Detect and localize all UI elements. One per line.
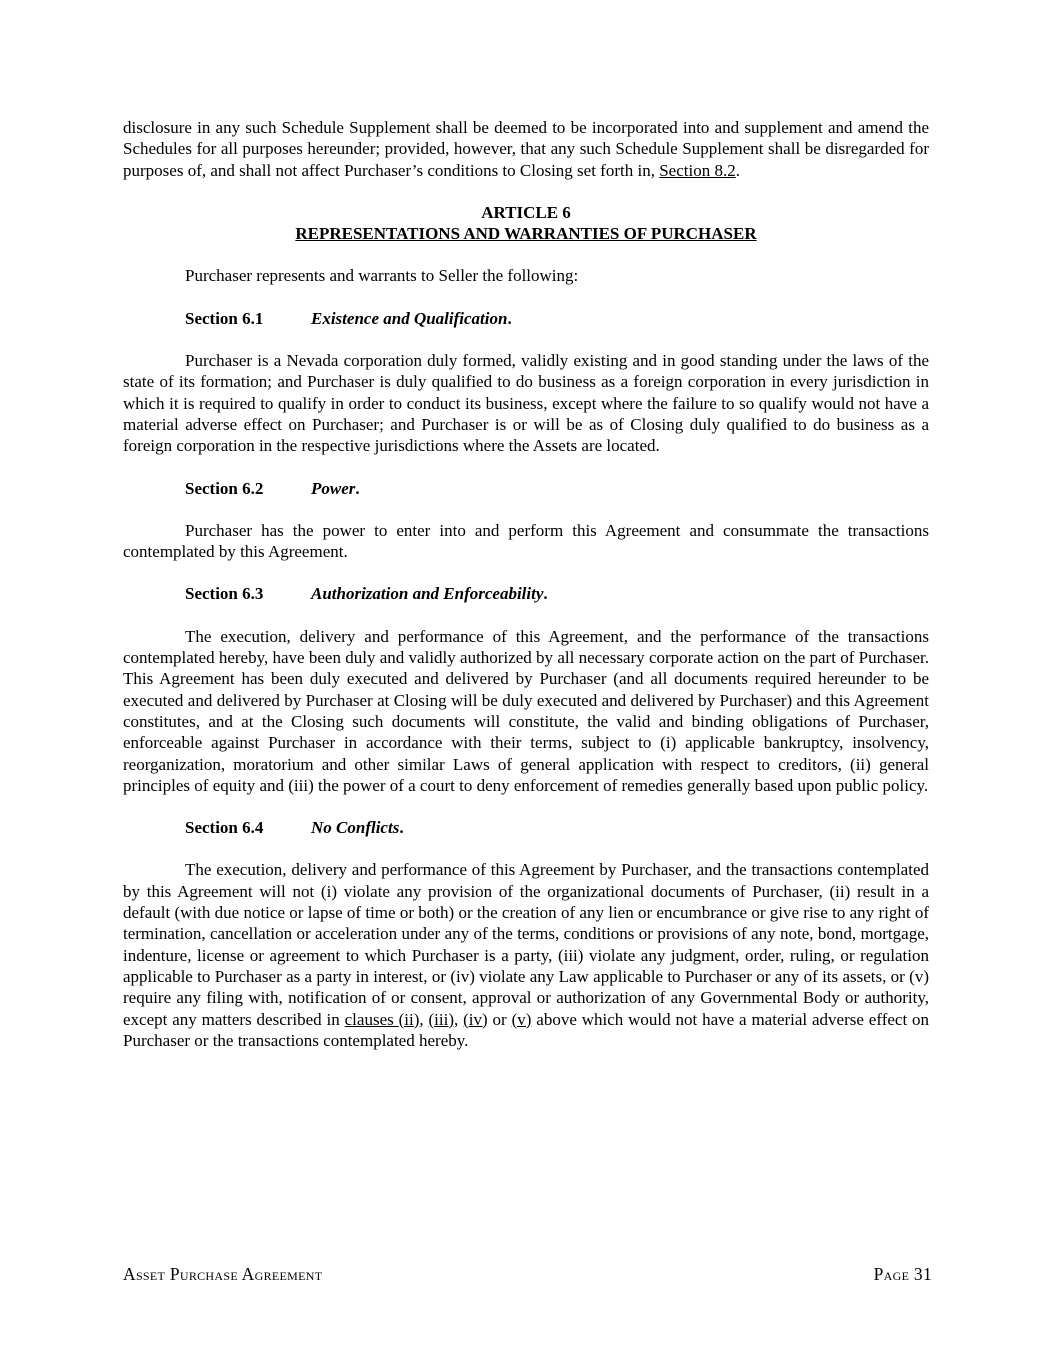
article-number: ARTICLE 6 <box>481 202 571 222</box>
reference-separator-3: or <box>487 1009 512 1029</box>
reference-separator-2: , <box>454 1009 464 1029</box>
section-6-2-title-period: . <box>355 478 360 498</box>
footer-document-title: Asset Purchase Agreement <box>123 1264 323 1284</box>
section-6-3-heading <box>123 583 929 604</box>
section-6-2-heading <box>123 478 929 499</box>
section-6-3-body: The execution, delivery and performance of this Agreement, and the performance of the transactions contemplated hereby, have been duly and validly authorized by all necessary corporate action on the part of Purchaser. This Agreement has been duly executed and delivered by Purchaser (and all documents required hereunder to be executed and delivered by Purchaser at Closing will be duly executed and delivered by Purchaser) and this Agreement constitutes, and at the Closing such documents will constitute, the valid and binding obligations of Purchaser, enforceable against Purchaser in accordance with their terms, subject to (i) applicable bankruptcy, insolvency, reorganization, moratorium and other similar Laws of general application with respect to creditors, (ii) general principles of equity and (iii) the power of a court to deny enforcement of remedies generally based upon public policy. <box>123 626 929 795</box>
section-6-2-number: Section 6.2 <box>185 478 264 498</box>
section-6-4-number: Section 6.4 <box>185 818 264 838</box>
section-6-1-heading <box>123 308 929 329</box>
section-6-1-body: Purchaser is a Nevada corporation duly formed, validly existing and in good standing under the laws of the state of its formation; and Purchaser is duly qualified to do business as a foreign corporation in every jurisdiction in which it is required to qualify in order to conduct its business, except where the failure to so qualify would not have a material adverse effect on Purchaser; and Purchaser is or will be as of Closing duly qualified to do business as a foreign corporation in the respective jurisdictions where the Assets are located. <box>123 351 929 456</box>
section-6-3-title: Authorization and Enforceability <box>311 584 544 604</box>
section-6-4-body-tail: above which would not have a material adverse effect on Purchaser or the transactions contemplated hereby. <box>123 1009 930 1050</box>
article-6-heading <box>123 202 929 245</box>
article-title: REPRESENTATIONS AND WARRANTIES OF PURCHASER <box>295 224 757 244</box>
section-6-4-body <box>123 859 929 1051</box>
page-footer <box>123 1264 932 1285</box>
continuation-paragraph-period: . <box>735 160 740 180</box>
lead-in-paragraph: Purchaser represents and warrants to Seller the following: <box>185 266 579 286</box>
section-6-3-title-period: . <box>543 584 548 604</box>
clauses-ii-reference: clauses (ii) <box>344 1009 420 1029</box>
page-content <box>123 117 929 1051</box>
clause-iv-reference: (iv) <box>463 1009 488 1029</box>
continuation-paragraph-text: disclosure in any such Schedule Supplement shall be deemed to be incorporated into and supplement and amend the Schedules for all purposes hereunder; provided, however, that any such Schedule Supplement shall be disregarded for purposes of, and shall not affect Purchaser’s conditions to Closing set forth in, <box>123 118 929 180</box>
section-6-2-body: Purchaser has the power to enter into and perform this Agreement and consummate the transactions contemplated by this Agreement. <box>123 520 929 562</box>
section-6-1-title-period: . <box>507 308 512 328</box>
section-6-4-body-text: The execution, delivery and performance of this Agreement by Purchaser, and the transactions contemplated by this Agreement will not (i) violate any provision of the organizational documents of Purchaser, (ii) result in a default (with due notice or lapse of time or both) or the creation of any lien or encumbrance or give rise to any right of termination, cancellation or acceleration under any of the terms, conditions or provisions of any note, bond, mortgage, indenture, license or agreement to which Purchaser is a party, (iii) violate any judgment, order, ruling, or regulation applicable to Purchaser as a party in interest, or (iv) violate any Law applicable to Purchaser or any of its assets, or (v) require any filing with, notification of or consent, approval or authorization of any Governmental Body or authority, except any matters described in <box>123 860 929 1029</box>
section-6-1-number: Section 6.1 <box>185 308 264 328</box>
section-6-4-title: No Conflicts <box>311 818 400 838</box>
section-6-4-title-period: . <box>399 818 404 838</box>
clause-v-reference: (v) <box>511 1009 532 1029</box>
footer-page-number: Page 31 <box>873 1264 932 1284</box>
section-6-3-number: Section 6.3 <box>185 584 264 604</box>
reference-separator-1: , <box>419 1009 429 1029</box>
clause-iii-reference: (iii) <box>428 1009 454 1029</box>
section-8-2-reference: Section 8.2 <box>659 160 736 180</box>
section-6-1-title: Existence and Qualification <box>311 308 508 328</box>
section-6-4-heading <box>123 817 929 838</box>
section-6-2-title: Power <box>311 478 356 498</box>
continuation-paragraph <box>123 117 929 181</box>
